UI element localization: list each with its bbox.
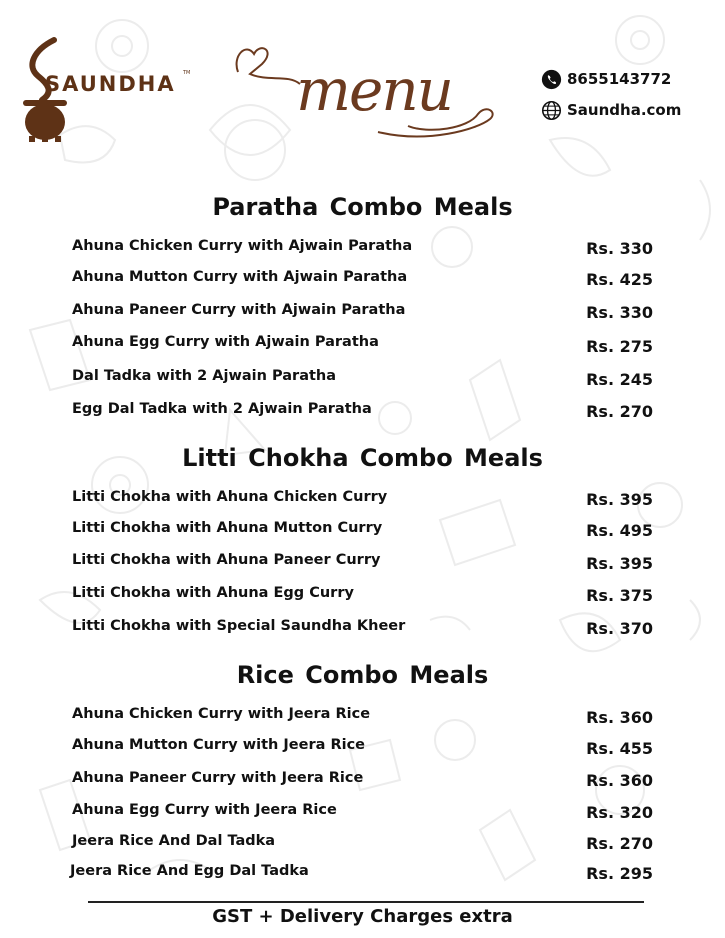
section-title-litti-chokha: Litti Chokha Combo Meals	[182, 444, 543, 472]
menu-item-name: Ahuna Paneer Curry with Ajwain Paratha	[72, 302, 406, 318]
phone-row	[541, 68, 681, 90]
footer-divider	[88, 901, 644, 903]
section-title-paratha: Paratha Combo Meals	[212, 193, 513, 221]
menu-item-price: Rs. 295	[586, 864, 653, 883]
website-link[interactable]: Saundha.com	[567, 101, 682, 119]
menu-item-name: Litti Chokha with Special Saundha Kheer	[72, 618, 406, 634]
brand-name: SAUNDHA	[45, 72, 176, 96]
menu-item-price: Rs. 330	[586, 239, 653, 258]
menu-item-price: Rs. 455	[586, 739, 653, 758]
menu-item-name: Ahuna Chicken Curry with Jeera Rice	[72, 706, 371, 722]
website-row	[541, 99, 681, 121]
whatsapp-icon	[541, 69, 562, 90]
menu-item-price: Rs. 270	[586, 834, 653, 853]
menu-item-name: Ahuna Egg Curry with Jeera Rice	[72, 802, 337, 818]
menu-item-name: Litti Chokha with Ahuna Mutton Curry	[72, 520, 383, 536]
section-title-rice: Rice Combo Meals	[236, 661, 489, 689]
menu-item-name: Ahuna Chicken Curry with Ajwain Paratha	[72, 238, 413, 254]
menu-item-name: Ahuna Paneer Curry with Jeera Rice	[72, 770, 364, 786]
menu-item-price: Rs. 245	[586, 370, 653, 389]
menu-item-name: Ahuna Mutton Curry with Ajwain Paratha	[72, 269, 408, 285]
trademark-mark: TM	[183, 70, 191, 76]
menu-item-price: Rs. 270	[586, 402, 653, 421]
menu-item-price: Rs. 395	[586, 490, 653, 509]
menu-item-name: Litti Chokha with Ahuna Chicken Curry	[72, 489, 388, 505]
menu-item-price: Rs. 425	[586, 270, 653, 289]
menu-item-name: Ahuna Mutton Curry with Jeera Rice	[72, 737, 366, 753]
menu-item-price: Rs. 495	[586, 521, 653, 540]
menu-item-name: Jeera Rice And Dal Tadka	[72, 833, 276, 849]
menu-item-price: Rs. 375	[586, 586, 653, 605]
menu-item-price: Rs. 320	[586, 803, 653, 822]
globe-icon	[541, 100, 562, 121]
menu-item-price: Rs. 360	[586, 771, 653, 790]
menu-item-price: Rs. 360	[586, 708, 653, 727]
contact-info	[541, 68, 681, 130]
menu-item-price: Rs. 395	[586, 554, 653, 573]
menu-item-name: Jeera Rice And Egg Dal Tadka	[70, 863, 309, 879]
menu-heading: menu	[296, 56, 453, 124]
phone-number[interactable]: 8655143772	[567, 70, 672, 88]
menu-item-price: Rs. 370	[586, 619, 653, 638]
footer-note: GST + Delivery Charges extra	[212, 906, 513, 927]
menu-item-price: Rs. 330	[586, 303, 653, 322]
menu-item-name: Dal Tadka with 2 Ajwain Paratha	[72, 368, 337, 384]
menu-item-name: Ahuna Egg Curry with Ajwain Paratha	[72, 334, 379, 350]
menu-item-name: Egg Dal Tadka with 2 Ajwain Paratha	[72, 401, 372, 417]
menu-item-price: Rs. 275	[586, 337, 653, 356]
menu-item-name: Litti Chokha with Ahuna Egg Curry	[72, 585, 354, 601]
menu-item-name: Litti Chokha with Ahuna Paneer Curry	[72, 552, 381, 568]
